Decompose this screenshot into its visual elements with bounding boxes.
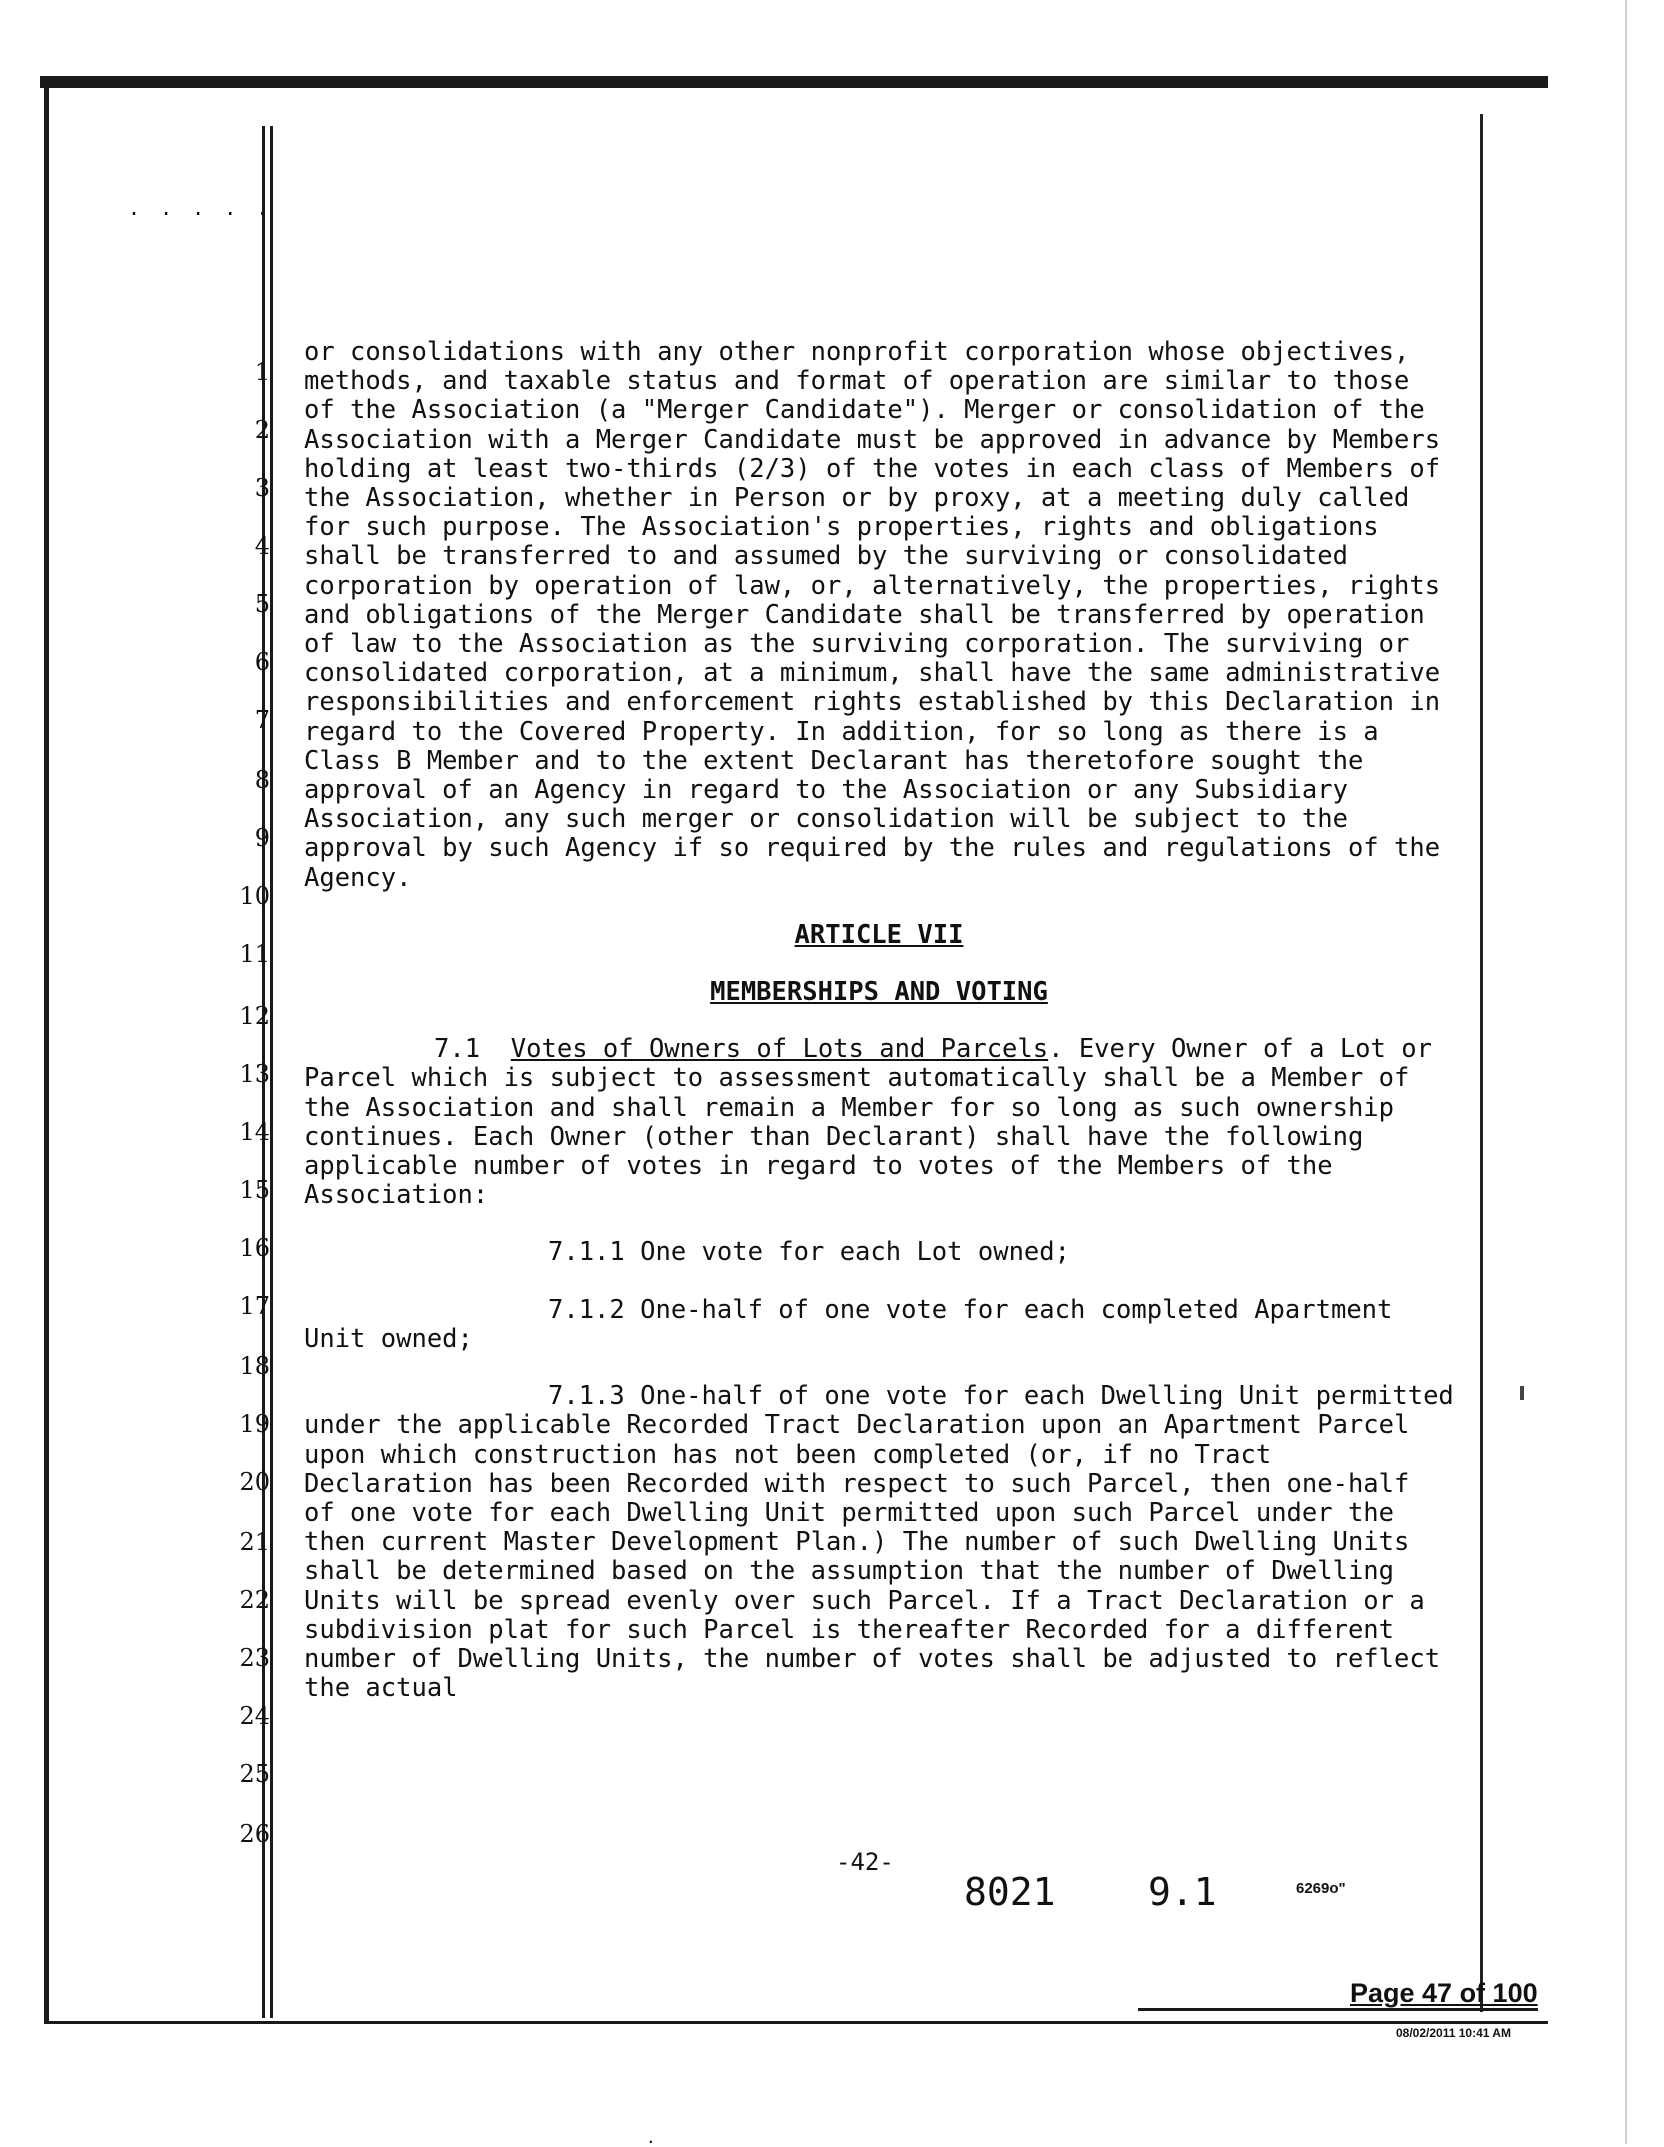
page-number: -42- — [836, 1848, 894, 1876]
recording-stamp-right: 9.1 — [1148, 1870, 1217, 1914]
bottom-mark: . — [646, 2128, 656, 2147]
line-number: 18 — [239, 1352, 270, 1380]
line-number: 19 — [239, 1410, 270, 1438]
recording-stamp-left: 8021 — [964, 1870, 1056, 1914]
line-number: 23 — [239, 1644, 270, 1672]
line-number: 14 — [239, 1118, 270, 1146]
document-body — [304, 338, 1454, 1703]
line-number: 8 — [254, 766, 270, 794]
section-7-1 — [304, 1035, 1454, 1210]
recording-stamp-code: 6269o" — [1296, 1880, 1346, 1897]
line-number: 26 — [239, 1820, 270, 1848]
line-number: 16 — [239, 1234, 270, 1262]
line-number: 25 — [239, 1760, 270, 1788]
top-border — [40, 76, 1548, 88]
line-number: 6 — [254, 648, 270, 676]
line-number: 5 — [254, 590, 270, 618]
bottom-border — [44, 2021, 1548, 2024]
line-number: 2 — [254, 416, 270, 444]
line-number: 15 — [239, 1176, 270, 1204]
line-number: 12 — [239, 1002, 270, 1030]
line-number: 1 — [254, 358, 270, 386]
line-number: 4 — [254, 532, 270, 560]
line-number: 10 — [239, 882, 270, 910]
line-number: 13 — [239, 1060, 270, 1088]
section-number: 7.1 — [434, 1034, 481, 1065]
line-number: 22 — [239, 1586, 270, 1614]
line-number: 7 — [254, 706, 270, 734]
paragraph-merger: or consolidations with any other nonprofit corporation whose objectives, methods, and taxable status and format of operation are similar to those of the Association (a "Merger Candidate"). Merger or consolidation of the Association with a Merger Candidate must be approved in advance by Members holding at least two-thirds (2/3) of the votes in each class of Members of the Association, whether in Person or by proxy, at a meeting duly called for such purpose. The Association's properties, rights and obligations shall be transferred to and assumed by the surviving or consolidated corporation by operation of law, or, alternatively, the properties, rights and obligations of the Merger Candidate shall be transferred by operation of law to the Association as the surviving corporation. The surviving or consolidated corporation, at a minimum, shall have the same administrative responsibilities and enforcement rights established by this Declaration in regard to the Covered Property. In addition, for so long as there is a Class B Member and to the extent Declarant has theretofore sought the approval of an Agency in regard to the Association or any Subsidiary Association, any such merger or consolidation will be subject to the approval by such Agency if so required by the rules and regulations of the Agency. — [304, 337, 1441, 893]
margin-dots: . . . . . — [128, 196, 273, 220]
item-7-1-2: 7.1.2 One-half of one vote for each completed Apartment Unit owned; — [304, 1294, 1393, 1354]
print-timestamp: 08/02/2011 10:41 AM — [1396, 2026, 1511, 2040]
line-number: 3 — [254, 474, 270, 502]
left-border — [44, 84, 49, 2024]
section-title: Votes of Owners of Lots and Parcels — [510, 1034, 1049, 1065]
line-number: 24 — [239, 1702, 270, 1730]
right-margin-rule — [1480, 114, 1483, 2012]
item-7-1-3: 7.1.3 One-half of one vote for each Dwelling Unit permitted under the applicable Recorded Tract Declaration upon an Apartment Parcel upon which construction has not been completed (or, if no Tract Declaration has been Recorded with respect to such Parcel, then one-half of one vote for each Dwelling Unit permitted upon such Parcel under the then current Master Development Plan.) The number of such Dwelling Units shall be determined based on the assumption that the number of Dwelling Units will be spread evenly over such Parcel. If a Tract Declaration or a subdivision plat for such Parcel is thereafter Recorded for a different number of Dwelling Units, the number of votes shall be adjusted to reflect the actual — [304, 1381, 1454, 1704]
item-7-1-1: 7.1.1 One vote for each Lot owned; — [548, 1237, 1070, 1268]
line-number: 21 — [239, 1528, 270, 1556]
line-number: 9 — [254, 824, 270, 852]
edge-mark — [1520, 1386, 1524, 1400]
line-number: 20 — [239, 1468, 270, 1496]
page-edge-line — [1625, 0, 1627, 2144]
article-title: MEMBERSHIPS AND VOTING — [710, 977, 1048, 1008]
margin-rule-inner — [270, 126, 273, 2018]
line-number: 17 — [239, 1292, 270, 1320]
page-count-label: Page 47 of 100 — [1350, 1978, 1538, 2008]
line-number: 11 — [239, 940, 270, 968]
section-text: . Every Owner of a Lot or Parcel which is subject to assessment automatically shall be a Member of the Association and shall remain a Member for so long as such ownership continues. Each Owner (other than Declarant) shall have the following applicable number of votes in regard to votes of the Members of the Association: — [304, 1034, 1432, 1211]
article-heading: ARTICLE VII — [794, 919, 964, 950]
